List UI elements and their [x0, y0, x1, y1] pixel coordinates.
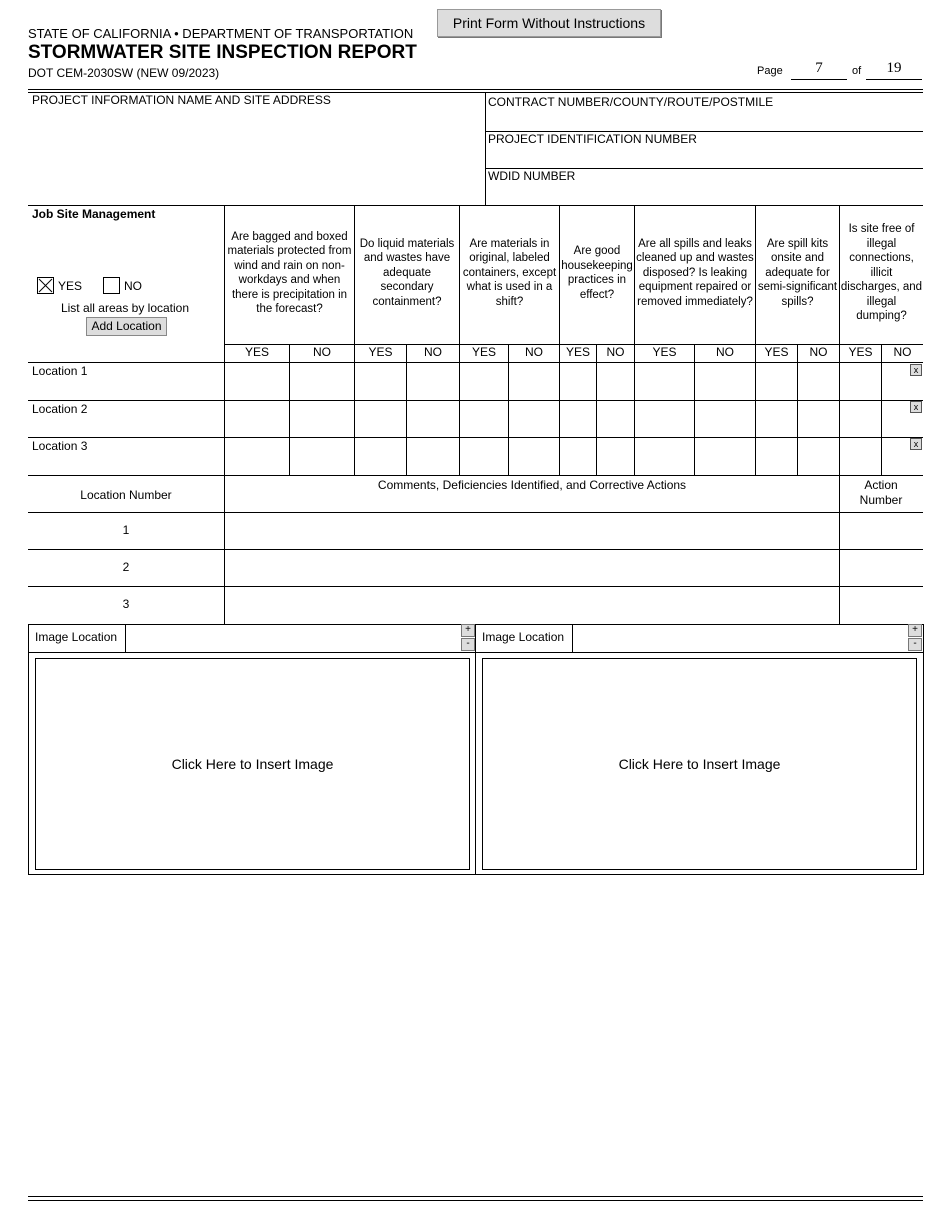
remove-location-1-button[interactable]: x [910, 364, 922, 376]
no-label: NO [124, 279, 142, 293]
location-1-field[interactable] [30, 378, 222, 398]
job-site-title: Job Site Management [32, 207, 156, 221]
action-number-header: Action Number [859, 478, 903, 507]
action-row-3-field[interactable] [841, 588, 921, 622]
col-yes-2: YES [368, 345, 393, 359]
col-yes-7: YES [848, 345, 873, 359]
col-no-5: NO [716, 345, 734, 359]
project-id-field[interactable] [488, 148, 920, 168]
insert-image-left[interactable]: Click Here to Insert Image [35, 658, 470, 870]
question-spills-leaks: Are all spills and leaks cleaned up and wastes disposed? Is leaking equipment repaired or removed immediately? [636, 237, 754, 308]
location-number-header: Location Number [80, 488, 172, 502]
location-3-label: Location 3 [32, 439, 88, 453]
question-spill-kits: Are spill kits onsite and adequate for semi-significant spills? [757, 237, 838, 308]
col-no-2: NO [424, 345, 442, 359]
image-location-left-field[interactable] [127, 626, 459, 650]
comments-header: Comments, Deficiencies Identified, and Corrective Actions [377, 478, 687, 492]
insert-image-right[interactable]: Click Here to Insert Image [482, 658, 917, 870]
page-number-field[interactable]: 7 [791, 60, 847, 80]
agency-name: STATE OF CALIFORNIA • DEPARTMENT OF TRANSPORTATION [28, 26, 414, 41]
project-info-field[interactable] [30, 110, 482, 202]
col-no-4: NO [606, 345, 625, 359]
image-right-minus-button[interactable]: - [908, 638, 922, 651]
page-label: Page [757, 65, 783, 77]
project-id-label: PROJECT IDENTIFICATION NUMBER [488, 132, 697, 146]
action-row-1-field[interactable] [841, 514, 921, 548]
col-yes-3: YES [471, 345, 496, 359]
question-housekeeping: Are good housekeeping practices in effect? [561, 245, 633, 301]
comment-row-3-number: 3 [122, 597, 130, 611]
page-total-field[interactable]: 19 [866, 60, 922, 80]
col-yes-5: YES [652, 345, 677, 359]
comment-row-1-number: 1 [122, 523, 130, 537]
location-2-field[interactable] [30, 416, 222, 436]
question-labeled-containers: Are materials in original, labeled containers, except what is used in a shift? [462, 237, 557, 308]
image-right-plus-button[interactable]: + [908, 624, 922, 637]
image-left-minus-button[interactable]: - [461, 638, 475, 651]
remove-location-3-button[interactable]: x [910, 438, 922, 450]
col-no-1: NO [313, 345, 331, 359]
check-x-icon [38, 278, 53, 293]
add-location-button[interactable]: Add Location [86, 317, 167, 336]
print-form-button[interactable]: Print Form Without Instructions [437, 9, 661, 37]
question-bagged-materials: Are bagged and boxed materials protected from wind and rain on non-workdays and when there is precipitation in the forecast? [227, 230, 352, 315]
yes-checkbox[interactable] [37, 277, 54, 294]
contract-number-field[interactable] [488, 110, 920, 130]
project-info-label: PROJECT INFORMATION NAME AND SITE ADDRESS [32, 93, 331, 107]
contract-number-label: CONTRACT NUMBER/COUNTY/ROUTE/POSTMILE [488, 95, 774, 109]
no-checkbox[interactable] [103, 277, 120, 294]
location-3-field[interactable] [30, 453, 222, 473]
wdid-field[interactable] [488, 184, 920, 204]
comment-row-1-field[interactable] [226, 514, 838, 548]
location-2-label: Location 2 [32, 402, 88, 416]
question-liquid-materials: Do liquid materials and wastes have adequate secondary containment? [359, 237, 455, 308]
action-row-2-field[interactable] [841, 551, 921, 585]
col-no-6: NO [809, 345, 828, 359]
col-yes-1: YES [244, 345, 269, 359]
col-no-7: NO [893, 345, 912, 359]
wdid-label: WDID NUMBER [488, 169, 576, 183]
image-location-left-label: Image Location [35, 630, 118, 644]
form-title: STORMWATER SITE INSPECTION REPORT [28, 42, 417, 63]
list-areas-label: List all areas by location [60, 301, 190, 315]
top-rule [28, 89, 923, 90]
image-left-plus-button[interactable]: + [461, 624, 475, 637]
comment-row-2-number: 2 [122, 560, 130, 574]
yes-label: YES [58, 279, 83, 293]
col-no-3: NO [525, 345, 543, 359]
bottom-rule-2 [28, 1200, 923, 1201]
form-id: DOT CEM-2030SW (NEW 09/2023) [28, 66, 220, 80]
question-illegal-connections: Is site free of illegal connections, illicit discharges, and illegal dumping? [840, 223, 923, 323]
col-yes-4: YES [565, 345, 590, 359]
bottom-rule [28, 1196, 923, 1197]
image-location-right-field[interactable] [574, 626, 906, 650]
location-1-label: Location 1 [32, 364, 88, 378]
comment-row-3-field[interactable] [226, 588, 838, 622]
of-label: of [852, 65, 862, 77]
remove-location-2-button[interactable]: x [910, 401, 922, 413]
image-location-right-label: Image Location [482, 630, 565, 644]
comment-row-2-field[interactable] [226, 551, 838, 585]
col-yes-6: YES [764, 345, 789, 359]
